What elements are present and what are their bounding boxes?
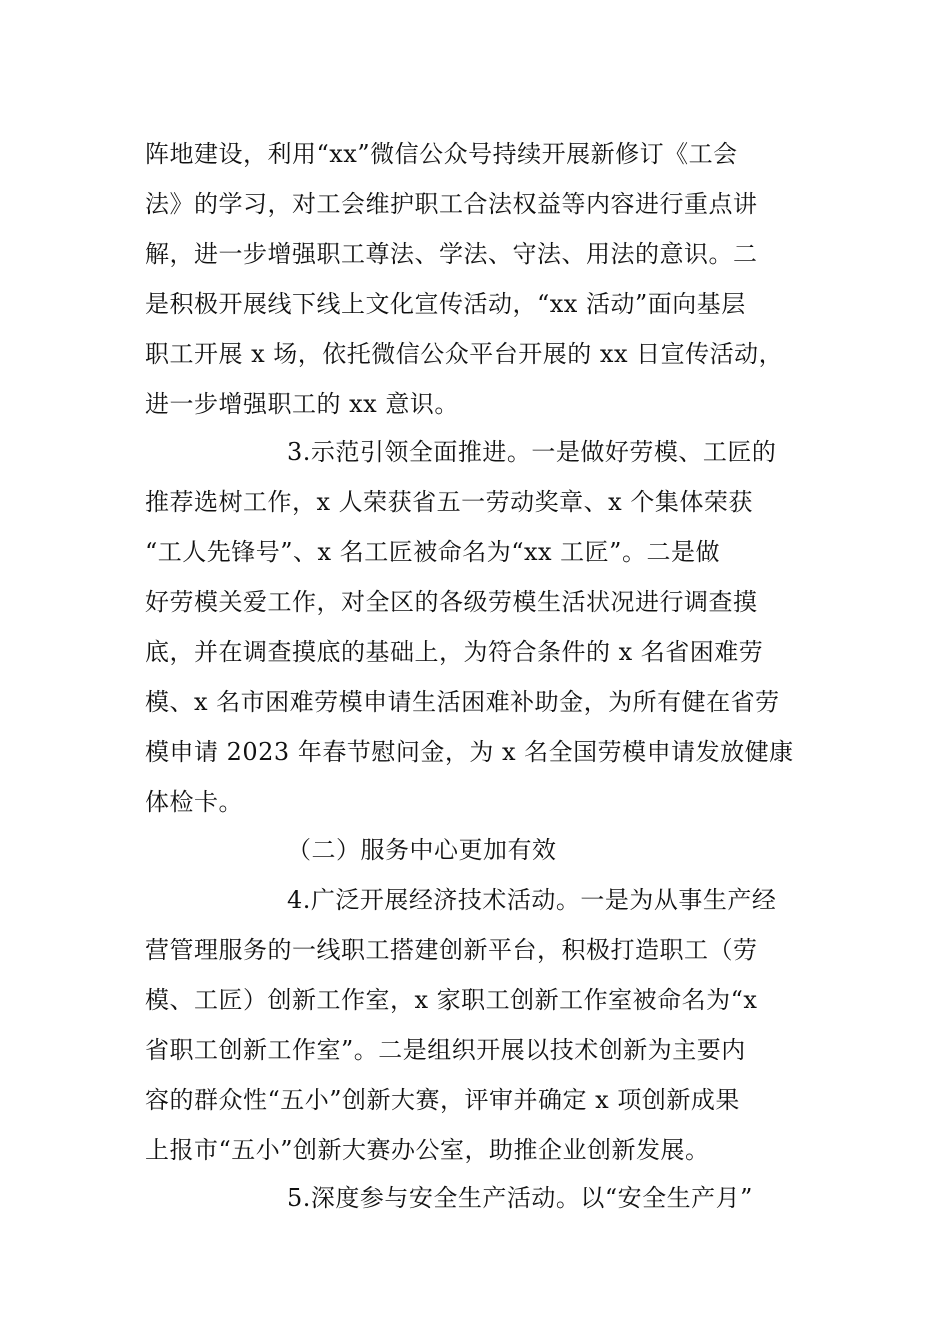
text-line: 模申请 2023 年春节慰问金，为 x 名全国劳模申请发放健康 bbox=[145, 738, 794, 766]
text-line: 模、工匠）创新工作室，x 家职工创新工作室被命名为“x bbox=[145, 986, 758, 1014]
text-line: 职工开展 x 场，依托微信公众平台开展的 xx 日宣传活动， bbox=[145, 340, 784, 368]
paragraph-4-start: 4.广泛开展经济技术活动。一是为从事生产经 bbox=[287, 886, 777, 914]
text-line: 解，进一步增强职工尊法、学法、守法、用法的意识。二 bbox=[145, 240, 758, 268]
text-line: 上报市“五小”创新大赛办公室，助推企业创新发展。 bbox=[145, 1136, 710, 1164]
text-line: 进一步增强职工的 xx 意识。 bbox=[145, 390, 459, 418]
text-line: 省职工创新工作室”。二是组织开展以技术创新为主要内 bbox=[145, 1036, 746, 1064]
text-line: 体检卡。 bbox=[145, 788, 243, 816]
text-line: 阵地建设，利用“xx”微信公众号持续开展新修订《工会 bbox=[145, 140, 738, 168]
text-line: 容的群众性“五小”创新大赛，评审并确定 x 项创新成果 bbox=[145, 1086, 740, 1114]
text-line: 底，并在调查摸底的基础上，为符合条件的 x 名省困难劳 bbox=[145, 638, 764, 666]
text-line: 法》的学习，对工会维护职工合法权益等内容进行重点讲 bbox=[145, 190, 758, 218]
text-line: 营管理服务的一线职工搭建创新平台，积极打造职工（劳 bbox=[145, 936, 758, 964]
section-heading: （二）服务中心更加有效 bbox=[287, 836, 557, 864]
paragraph-3-start: 3.示范引领全面推进。一是做好劳模、工匠的 bbox=[287, 438, 777, 466]
text-line: 推荐选树工作，x 人荣获省五一劳动奖章、x 个集体荣获 bbox=[145, 488, 753, 516]
text-line: 好劳模关爱工作，对全区的各级劳模生活状况进行调查摸 bbox=[145, 588, 758, 616]
text-line: 是积极开展线下线上文化宣传活动，“xx 活动”面向基层 bbox=[145, 290, 746, 318]
text-line: “工人先锋号”、x 名工匠被命名为“xx 工匠”。二是做 bbox=[145, 538, 720, 566]
text-line: 模、x 名市困难劳模申请生活困难补助金，为所有健在省劳 bbox=[145, 688, 780, 716]
paragraph-5-start: 5.深度参与安全生产活动。以“安全生产月” bbox=[287, 1184, 753, 1212]
